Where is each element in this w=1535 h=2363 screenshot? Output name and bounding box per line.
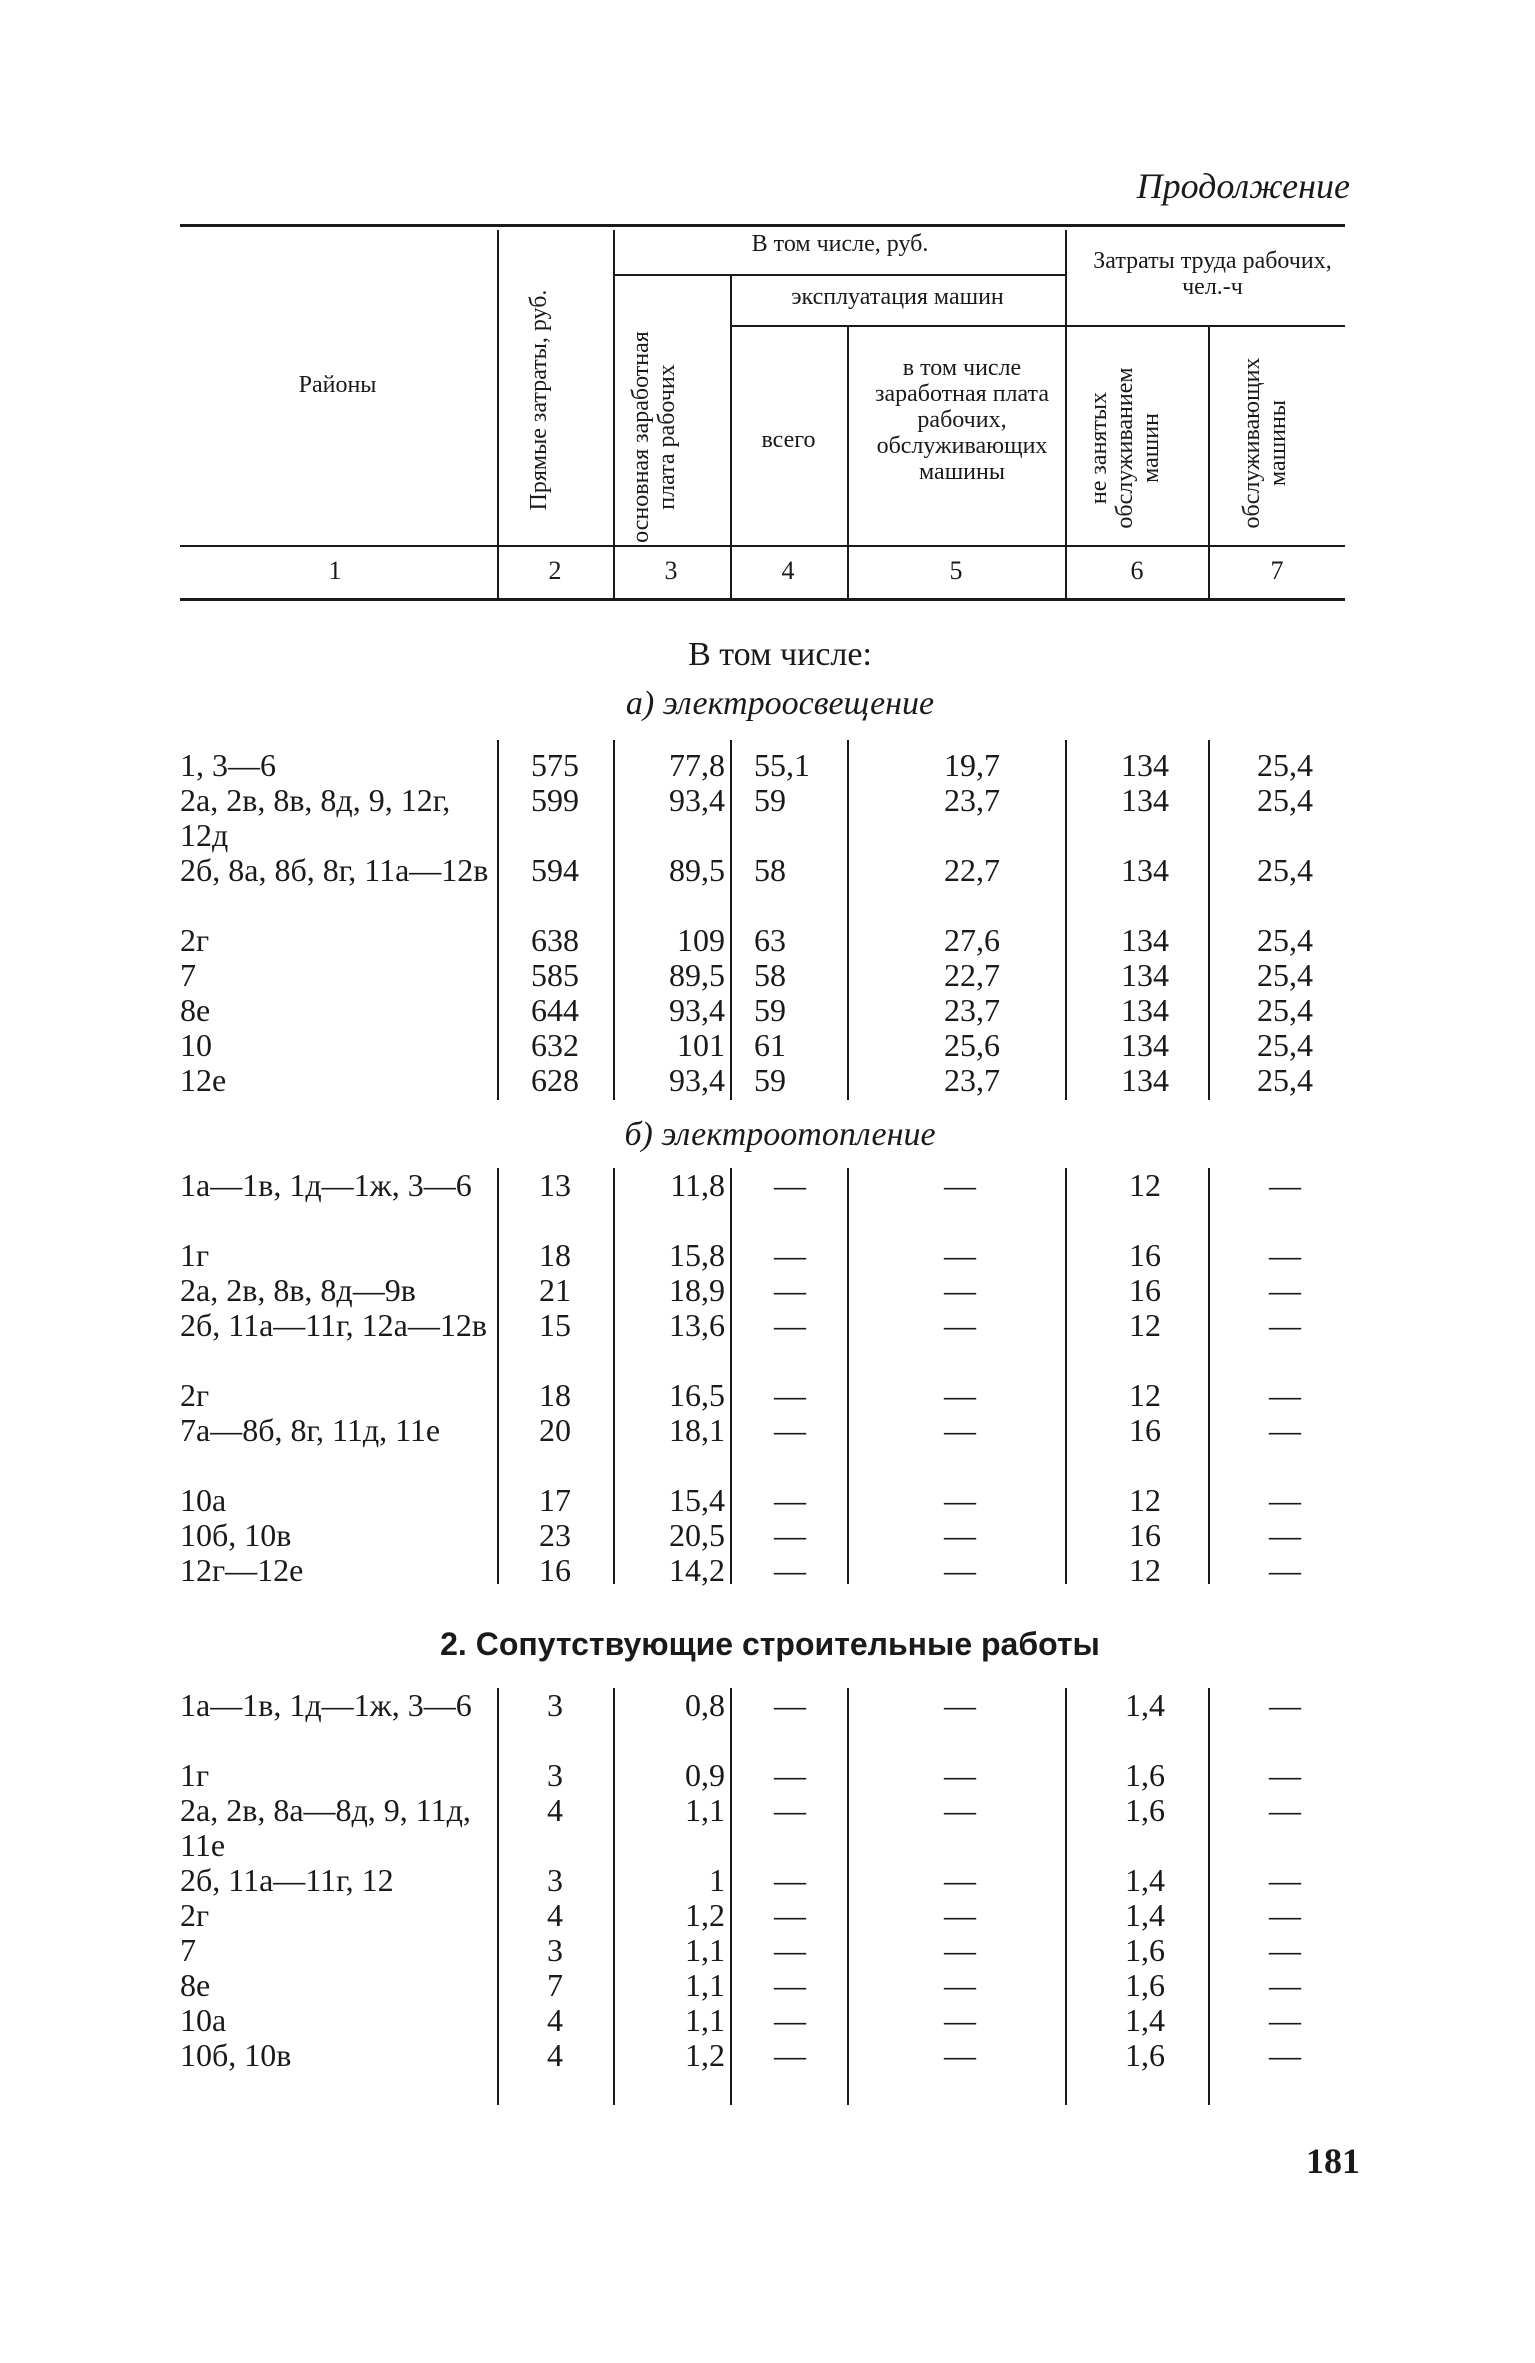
base-wages-cell: 18,1	[669, 1412, 725, 1448]
col-number-4: 4	[781, 556, 795, 585]
base-wages-cell: 1,2	[685, 1897, 725, 1933]
direct-costs-cell: 17	[539, 1482, 571, 1518]
machine-wages-cell: —	[944, 2002, 976, 2038]
col-header-total: всего	[761, 427, 816, 453]
header-divider	[1065, 230, 1067, 600]
labor-not-servicing-cell: 1,6	[1125, 1792, 1165, 1828]
base-wages-cell: 16,5	[669, 1377, 725, 1413]
labor-not-servicing-cell: 1,4	[1125, 2002, 1165, 2038]
labor-servicing-cell: —	[1269, 1687, 1301, 1723]
labor-servicing-cell: —	[1269, 1237, 1301, 1273]
machines-total-cell: 63	[754, 922, 786, 958]
direct-costs-cell: 4	[547, 2002, 563, 2038]
base-wages-cell: 101	[677, 1027, 725, 1063]
base-wages-cell: 14,2	[669, 1552, 725, 1588]
labor-not-servicing-cell: 16	[1129, 1517, 1161, 1553]
labor-not-servicing-cell: 134	[1121, 992, 1169, 1028]
group-labor-rule	[1065, 325, 1345, 327]
region-cell: 2б, 11а—11г, 12а—12в	[180, 1307, 487, 1343]
machines-total-cell: —	[774, 1237, 806, 1273]
direct-costs-cell: 18	[539, 1237, 571, 1273]
col-number-7: 7	[1270, 556, 1284, 585]
region-cell: 10а	[180, 1482, 227, 1518]
labor-not-servicing-cell: 1,6	[1125, 1932, 1165, 1968]
direct-costs-cell: 628	[531, 1062, 579, 1098]
region-cell: 7	[180, 1932, 196, 1968]
group-header-machines: эксплуатация машин	[791, 284, 1004, 310]
labor-servicing-cell: 25,4	[1257, 1027, 1313, 1063]
labor-servicing-cell: 25,4	[1257, 922, 1313, 958]
region-cell: 7	[180, 957, 196, 993]
region-cell: 12г—12е	[180, 1552, 304, 1588]
base-wages-cell: 13,6	[669, 1307, 725, 1343]
column-divider	[730, 1168, 732, 1584]
machines-total-cell: —	[774, 1687, 806, 1723]
base-wages-cell: 1,1	[685, 1967, 725, 2003]
header-divider	[497, 230, 499, 600]
col-number-1: 1	[328, 556, 342, 585]
section-b-title: б) электроотопление	[624, 1116, 936, 1153]
base-wages-cell: 20,5	[669, 1517, 725, 1553]
col-header-machine-wages: в том числе заработная плата рабочих, обслуживающих машины	[875, 355, 1049, 485]
region-cell: 2б, 11а—11г, 12	[180, 1862, 394, 1898]
column-divider	[613, 740, 615, 1100]
continuation-label: Продолжение	[1136, 166, 1350, 206]
labor-not-servicing-cell: 134	[1121, 1062, 1169, 1098]
header-divider	[613, 230, 615, 600]
machine-wages-cell: 27,6	[944, 922, 1000, 958]
labor-servicing-cell: —	[1269, 1272, 1301, 1308]
top-rule	[180, 224, 1345, 227]
machines-total-cell: 59	[754, 992, 786, 1028]
labor-servicing-cell: —	[1269, 2037, 1301, 2073]
header-divider	[1208, 327, 1210, 600]
labor-not-servicing-cell: 16	[1129, 1237, 1161, 1273]
machines-total-cell: —	[774, 1482, 806, 1518]
machine-wages-cell: —	[944, 1272, 976, 1308]
col-header-servicing: обслуживающих машины	[1239, 357, 1291, 529]
direct-costs-cell: 4	[547, 1897, 563, 1933]
direct-costs-cell: 3	[547, 1687, 563, 1723]
machines-total-cell: —	[774, 1552, 806, 1588]
machine-wages-cell: —	[944, 1482, 976, 1518]
col-number-6: 6	[1130, 556, 1144, 585]
labor-servicing-cell: —	[1269, 1932, 1301, 1968]
direct-costs-cell: 585	[531, 957, 579, 993]
machines-total-cell: —	[774, 1932, 806, 1968]
direct-costs-cell: 4	[547, 2037, 563, 2073]
base-wages-cell: 109	[677, 922, 725, 958]
region-cell: 2а, 2в, 8а—8д, 9, 11д, 11е	[180, 1792, 471, 1863]
region-cell: 2г	[180, 922, 210, 958]
base-wages-cell: 18,9	[669, 1272, 725, 1308]
labor-servicing-cell: —	[1269, 1897, 1301, 1933]
col-header-regions: Районы	[298, 372, 377, 398]
direct-costs-cell: 20	[539, 1412, 571, 1448]
region-cell: 10б, 10в	[180, 1517, 292, 1553]
machines-total-cell: —	[774, 1412, 806, 1448]
direct-costs-cell: 4	[547, 1792, 563, 1828]
labor-not-servicing-cell: 1,4	[1125, 1862, 1165, 1898]
machines-total-cell: —	[774, 1897, 806, 1933]
machines-total-cell: —	[774, 2002, 806, 2038]
base-wages-cell: 1,1	[685, 1792, 725, 1828]
machine-wages-cell: 19,7	[944, 747, 1000, 783]
group-header-rub: В том числе, руб.	[751, 231, 929, 257]
labor-not-servicing-cell: 12	[1129, 1307, 1161, 1343]
header-bottom-rule	[180, 545, 1345, 547]
base-wages-cell: 93,4	[669, 992, 725, 1028]
machines-total-cell: 61	[754, 1027, 786, 1063]
header-divider	[847, 327, 849, 600]
base-wages-cell: 15,8	[669, 1237, 725, 1273]
region-cell: 1г	[180, 1757, 210, 1793]
labor-servicing-cell: —	[1269, 1792, 1301, 1828]
machines-total-cell: —	[774, 1377, 806, 1413]
base-wages-cell: 0,8	[685, 1687, 725, 1723]
machine-wages-cell: —	[944, 1517, 976, 1553]
labor-not-servicing-cell: 134	[1121, 1027, 1169, 1063]
labor-servicing-cell: —	[1269, 1967, 1301, 2003]
machine-wages-cell: —	[944, 1412, 976, 1448]
machine-wages-cell: —	[944, 1967, 976, 2003]
labor-servicing-cell: —	[1269, 1412, 1301, 1448]
base-wages-cell: 11,8	[670, 1167, 725, 1203]
region-cell: 10а	[180, 2002, 227, 2038]
group-rub-rule	[615, 274, 1065, 276]
labor-servicing-cell: 25,4	[1257, 957, 1313, 993]
direct-costs-cell: 21	[539, 1272, 571, 1308]
machine-wages-cell: 23,7	[944, 1062, 1000, 1098]
base-wages-cell: 89,5	[669, 957, 725, 993]
group-header-labor: Затраты труда рабочих, чел.-ч	[1093, 248, 1332, 300]
column-divider	[1208, 1688, 1210, 2105]
machine-wages-cell: —	[944, 1897, 976, 1933]
machines-total-cell: —	[774, 1967, 806, 2003]
labor-not-servicing-cell: 134	[1121, 852, 1169, 888]
labor-not-servicing-cell: 134	[1121, 922, 1169, 958]
machine-wages-cell: —	[944, 1552, 976, 1588]
machines-total-cell: 55,1	[754, 747, 810, 783]
region-cell: 2б, 8а, 8б, 8г, 11а—12в	[180, 852, 489, 888]
labor-servicing-cell: 25,4	[1257, 747, 1313, 783]
column-divider	[730, 1688, 732, 2105]
section-a-title: а) электроосвещение	[625, 685, 935, 722]
direct-costs-cell: 594	[531, 852, 579, 888]
base-wages-cell: 1	[709, 1862, 725, 1898]
region-cell: 2г	[180, 1897, 210, 1933]
machine-wages-cell: 23,7	[944, 992, 1000, 1028]
machine-wages-cell: 23,7	[944, 782, 1000, 818]
region-cell: 1а—1в, 1д—1ж, 3—6	[180, 1687, 472, 1723]
machines-total-cell: —	[774, 1307, 806, 1343]
labor-not-servicing-cell: 16	[1129, 1272, 1161, 1308]
direct-costs-cell: 3	[547, 1757, 563, 1793]
column-divider	[1065, 740, 1067, 1100]
column-divider	[1208, 740, 1210, 1100]
numbers-bottom-rule	[180, 598, 1345, 601]
base-wages-cell: 1,1	[685, 1932, 725, 1968]
labor-servicing-cell: 25,4	[1257, 852, 1313, 888]
base-wages-cell: 93,4	[669, 1062, 725, 1098]
machines-total-cell: —	[774, 2037, 806, 2073]
machines-total-cell: 59	[754, 1062, 786, 1098]
column-divider	[613, 1168, 615, 1584]
column-divider	[847, 1688, 849, 2105]
col-header-not-servicing: не занятых обслуживанием машин	[1086, 367, 1164, 529]
labor-servicing-cell: —	[1269, 1552, 1301, 1588]
machine-wages-cell: —	[944, 1932, 976, 1968]
machine-wages-cell: —	[944, 1862, 976, 1898]
machine-wages-cell: —	[944, 1167, 976, 1203]
direct-costs-cell: 3	[547, 1862, 563, 1898]
machine-wages-cell: —	[944, 2037, 976, 2073]
machines-total-cell: —	[774, 1862, 806, 1898]
machine-wages-cell: 25,6	[944, 1027, 1000, 1063]
labor-servicing-cell: —	[1269, 1517, 1301, 1553]
direct-costs-cell: 638	[531, 922, 579, 958]
labor-servicing-cell: —	[1269, 1757, 1301, 1793]
column-divider	[1065, 1168, 1067, 1584]
labor-servicing-cell: —	[1269, 1377, 1301, 1413]
labor-servicing-cell: —	[1269, 1167, 1301, 1203]
region-cell: 1г	[180, 1237, 210, 1273]
direct-costs-cell: 644	[531, 992, 579, 1028]
machines-total-cell: 58	[754, 852, 786, 888]
machines-total-cell: —	[774, 1792, 806, 1828]
page-number: 181	[1306, 2141, 1360, 2181]
region-cell: 2г	[180, 1377, 210, 1413]
base-wages-cell: 15,4	[669, 1482, 725, 1518]
region-cell: 8е	[180, 992, 211, 1028]
base-wages-cell: 0,9	[685, 1757, 725, 1793]
labor-not-servicing-cell: 12	[1129, 1377, 1161, 1413]
col-header-direct-costs: Прямые затраты, руб.	[526, 289, 552, 511]
region-cell: 10б, 10в	[180, 2037, 292, 2073]
direct-costs-cell: 15	[539, 1307, 571, 1343]
section-2-title: 2. Сопутствующие строительные работы	[440, 1626, 1100, 1662]
labor-not-servicing-cell: 134	[1121, 957, 1169, 993]
direct-costs-cell: 7	[547, 1967, 563, 2003]
labor-not-servicing-cell: 1,6	[1125, 1757, 1165, 1793]
labor-servicing-cell: —	[1269, 1482, 1301, 1518]
region-cell: 2а, 2в, 8в, 8д, 9, 12г, 12д	[180, 782, 451, 853]
region-cell: 2а, 2в, 8в, 8д—9в	[180, 1272, 416, 1308]
region-cell: 10	[180, 1027, 212, 1063]
column-divider	[1065, 1688, 1067, 2105]
labor-not-servicing-cell: 1,4	[1125, 1687, 1165, 1723]
direct-costs-cell: 13	[539, 1167, 571, 1203]
machines-total-cell: —	[774, 1517, 806, 1553]
labor-not-servicing-cell: 134	[1121, 782, 1169, 818]
machines-total-cell: —	[774, 1272, 806, 1308]
base-wages-cell: 93,4	[669, 782, 725, 818]
column-divider	[847, 1168, 849, 1584]
machine-wages-cell: 22,7	[944, 852, 1000, 888]
direct-costs-cell: 16	[539, 1552, 571, 1588]
machine-wages-cell: —	[944, 1757, 976, 1793]
direct-costs-cell: 18	[539, 1377, 571, 1413]
labor-not-servicing-cell: 12	[1129, 1552, 1161, 1588]
column-divider	[1208, 1168, 1210, 1584]
region-cell: 1, 3—6	[180, 747, 276, 783]
labor-not-servicing-cell: 1,6	[1125, 1967, 1165, 2003]
labor-servicing-cell: 25,4	[1257, 992, 1313, 1028]
labor-not-servicing-cell: 1,6	[1125, 2037, 1165, 2073]
labor-not-servicing-cell: 12	[1129, 1167, 1161, 1203]
labor-not-servicing-cell: 134	[1121, 747, 1169, 783]
col-header-base-wages: основная заработная плата рабочих	[628, 331, 680, 543]
intro-label: В том числе:	[688, 636, 872, 673]
labor-servicing-cell: —	[1269, 1307, 1301, 1343]
direct-costs-cell: 599	[531, 782, 579, 818]
machine-wages-cell: —	[944, 1792, 976, 1828]
direct-costs-cell: 575	[531, 747, 579, 783]
col-number-2: 2	[548, 556, 562, 585]
group-machines-rule	[730, 325, 1065, 327]
machines-total-cell: 59	[754, 782, 786, 818]
machines-total-cell: —	[774, 1757, 806, 1793]
col-number-5: 5	[949, 556, 963, 585]
base-wages-cell: 1,1	[685, 2002, 725, 2038]
machine-wages-cell: —	[944, 1687, 976, 1723]
region-cell: 8е	[180, 1967, 211, 2003]
machine-wages-cell: —	[944, 1237, 976, 1273]
machine-wages-cell: 22,7	[944, 957, 1000, 993]
base-wages-cell: 77,8	[669, 747, 725, 783]
labor-not-servicing-cell: 1,4	[1125, 1897, 1165, 1933]
labor-not-servicing-cell: 12	[1129, 1482, 1161, 1518]
direct-costs-cell: 3	[547, 1932, 563, 1968]
machines-total-cell: —	[774, 1167, 806, 1203]
column-divider	[613, 1688, 615, 2105]
labor-servicing-cell: 25,4	[1257, 782, 1313, 818]
base-wages-cell: 1,2	[685, 2037, 725, 2073]
machine-wages-cell: —	[944, 1307, 976, 1343]
machine-wages-cell: —	[944, 1377, 976, 1413]
base-wages-cell: 89,5	[669, 852, 725, 888]
labor-servicing-cell: 25,4	[1257, 1062, 1313, 1098]
direct-costs-cell: 632	[531, 1027, 579, 1063]
col-number-3: 3	[664, 556, 678, 585]
machines-total-cell: 58	[754, 957, 786, 993]
column-divider	[730, 740, 732, 1100]
region-cell: 7а—8б, 8г, 11д, 11е	[180, 1412, 441, 1448]
labor-servicing-cell: —	[1269, 2002, 1301, 2038]
labor-not-servicing-cell: 16	[1129, 1412, 1161, 1448]
direct-costs-cell: 23	[539, 1517, 571, 1553]
region-cell: 1а—1в, 1д—1ж, 3—6	[180, 1167, 472, 1203]
region-cell: 12е	[180, 1062, 227, 1098]
labor-servicing-cell: —	[1269, 1862, 1301, 1898]
